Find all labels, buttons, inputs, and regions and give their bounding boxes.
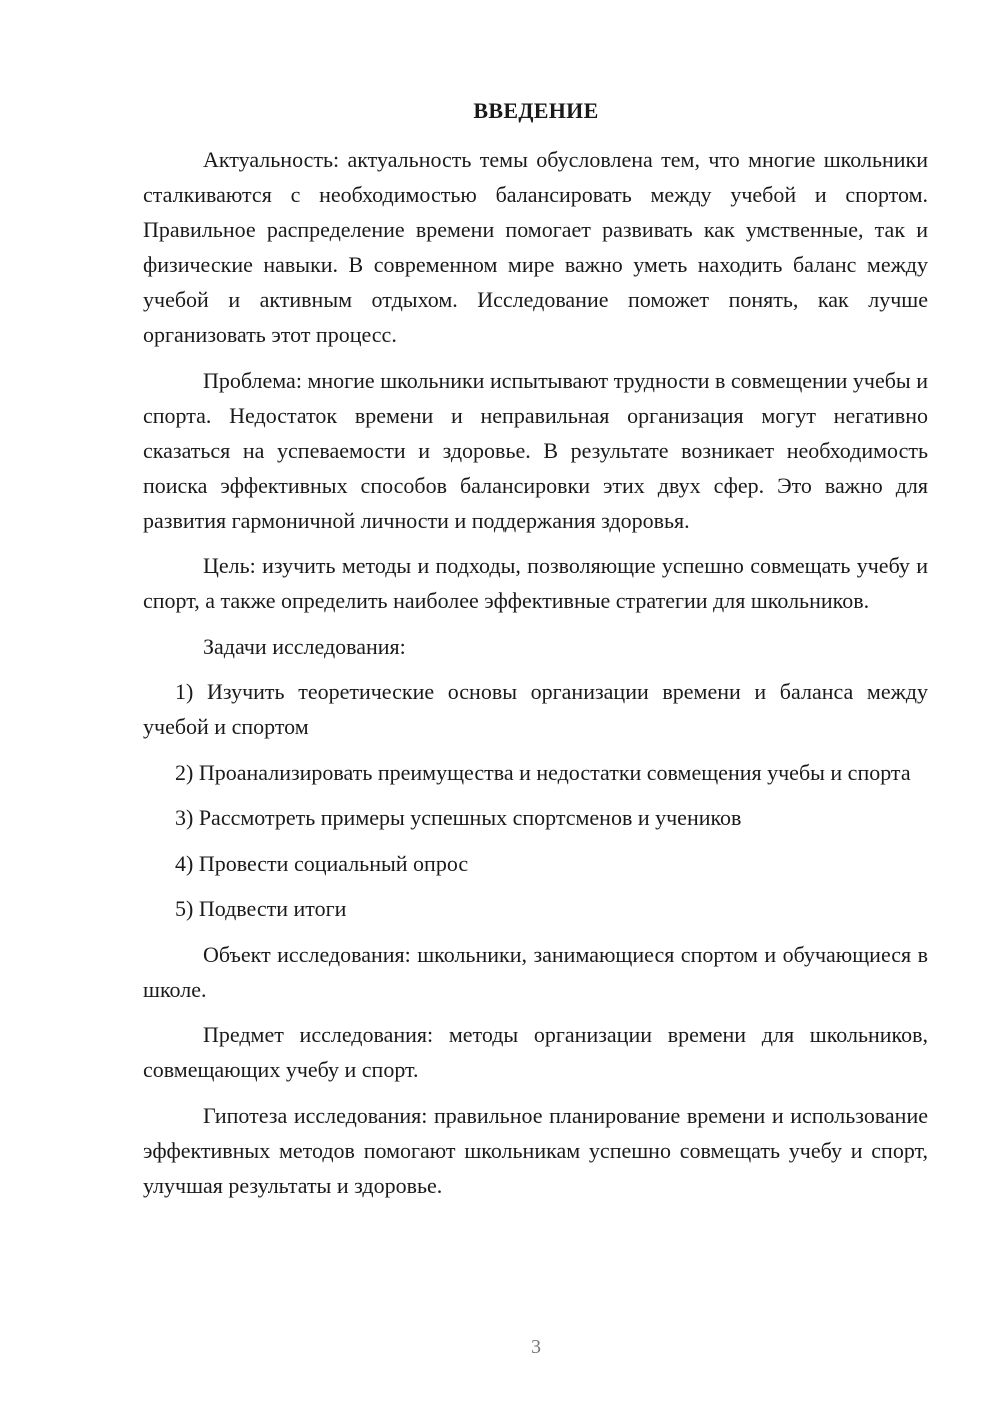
- task-item-5: 5) Подвести итоги: [175, 896, 347, 921]
- paragraph-subject: Предмет исследования: методы организации времени для школьников, совмещающих учебу и спорт.: [143, 1022, 928, 1082]
- paragraph-object: Объект исследования: школьники, занимающиеся спортом и обучающиеся в школе.: [143, 941, 928, 1002]
- task-item-1: 1) Изучить теоретические основы организации времени и баланса между учебой и спортом: [143, 679, 928, 739]
- document-body: [143, 142, 928, 1213]
- paragraph-relevance: Актуальность: актуальность темы обусловлена тем, что многие школьники сталкиваются с необходимостью балансировать между учебой и спортом. Правильное распределение времени помогает развивать как умственные, так и физические навыки. В современном мире важно уметь находить баланс между учебой и активным отдыхом. Исследование поможет понять, как лучше организовать этот процесс.: [143, 147, 928, 347]
- task-item-3: 3) Рассмотреть примеры успешных спортсменов и учеников: [175, 805, 742, 830]
- page-number: 3: [531, 1336, 541, 1358]
- paragraph-hypothesis: Гипотеза исследования: правильное планирование времени и использование эффективных методов помогают школьникам успешно совмещать учебу и спорт, улучшая результаты и здоровье.: [143, 1102, 928, 1198]
- task-item-4: 4) Провести социальный опрос: [175, 850, 469, 876]
- section-heading: ВВЕДЕНИЕ: [473, 98, 599, 123]
- paragraph-goal: Цель: изучить методы и подходы, позволяющие успешно совмещать учебу и спорт, а также определить наиболее эффективные стратегии для школьников.: [143, 553, 928, 613]
- paragraph-problem: Проблема: многие школьники испытывают трудности в совмещении учебы и спорта. Недостаток времени и неправильная организация могут негативно сказаться на успеваемости и здоровье. В результате возникает необходимость поиска эффективных способов балансировки этих двух сфер. Это важно для развития гармоничной личности и поддержания здоровья.: [143, 367, 928, 533]
- tasks-heading: Задачи исследования:: [203, 633, 406, 659]
- task-item-2: 2) Проанализировать преимущества и недостатки совмещения учебы и спорта: [175, 759, 911, 785]
